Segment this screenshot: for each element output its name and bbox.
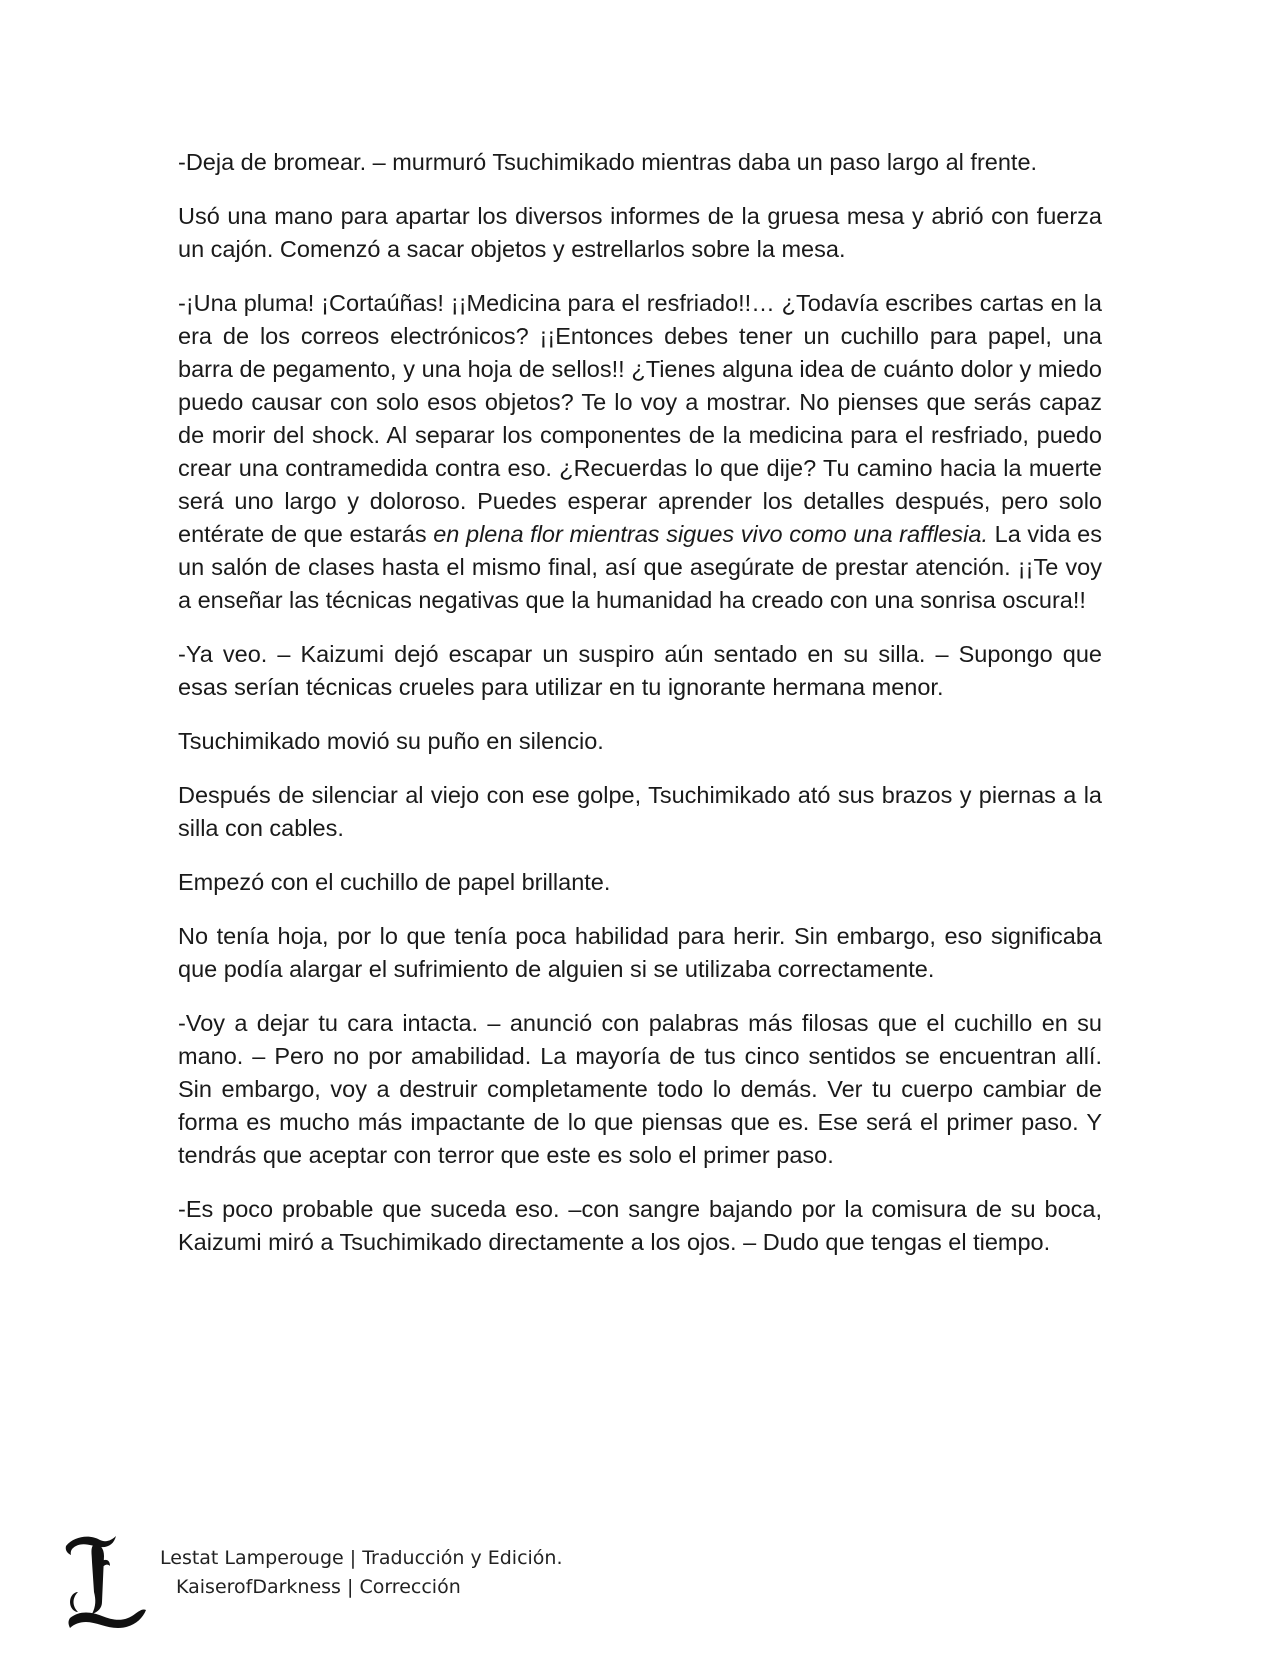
gothic-l-logo-icon: [60, 1532, 150, 1632]
text-run: -Voy a dejar tu cara intacta. – anunció con palabras más filosas que el cuchillo en su mano. – Pero no por amabilidad. La mayoría de tus cinco sentidos se encuentran allí. Sin embargo, voy a destruir completamente todo lo demás. Ver tu cuerpo cambiar de forma es mucho más impactante de lo que piensas que es. Ese será el primer paso. Y tendrás que aceptar con terror que este es solo el primer paso.: [178, 1010, 1102, 1168]
paragraph: [178, 1193, 1102, 1259]
text-run: -Es poco probable que suceda eso. –con sangre bajando por la comisura de su boca, Kaizumi miró a Tsuchimikado directamente a los ojos. – Dudo que tengas el tiempo.: [178, 1196, 1102, 1255]
paragraph: [178, 866, 1102, 899]
text-run: -Deja de bromear. – murmuró Tsuchimikado mientras daba un paso largo al frente.: [178, 149, 1038, 175]
text-run: -Ya veo. – Kaizumi dejó escapar un suspiro aún sentado en su silla. – Supongo que esas serían técnicas crueles para utilizar en tu ignorante hermana menor.: [178, 641, 1102, 700]
paragraph: [178, 779, 1102, 845]
paragraph: [178, 638, 1102, 704]
paragraph: [178, 146, 1102, 179]
paragraph: [178, 920, 1102, 986]
text-run: No tenía hoja, por lo que tenía poca habilidad para herir. Sin embargo, eso significaba que podía alargar el sufrimiento de alguien si se utilizaba correctamente.: [178, 923, 1102, 982]
paragraph: [178, 725, 1102, 758]
text-run: Empezó con el cuchillo de papel brillante.: [178, 869, 611, 895]
paragraph: [178, 200, 1102, 266]
text-run: -¡Una pluma! ¡Cortaúñas! ¡¡Medicina para el resfriado!!… ¿Todavía escribes cartas en la era de los correos electrónicos? ¡¡Entonces debes tener un cuchillo para papel, una barra de pegamento, y una hoja de sellos!! ¿Tienes alguna idea de cuánto dolor y miedo puedo causar con solo esos objetos? Te lo voy a mostrar. No pienses que serás capaz de morir del shock. Al separar los componentes de la medicina para el resfriado, puedo crear una contramedida contra eso. ¿Recuerdas lo que dije? Tu camino hacia la muerte será uno largo y doloroso. Puedes esperar aprender los detalles después, pero solo entérate de que estarás: [178, 290, 1102, 547]
text-run: Usó una mano para apartar los diversos informes de la gruesa mesa y abrió con fuerza un cajón. Comenzó a sacar objetos y estrellarlos sobre la mesa.: [178, 203, 1102, 262]
credits: [160, 1544, 563, 1602]
italic-text-run: en plena flor mientras sigues vivo como una rafflesia.: [433, 521, 988, 547]
credit-translation: Lestat Lamperouge | Traducción y Edición.: [160, 1547, 563, 1569]
text-run: La vida es un salón de clases hasta el mismo final, así que asegúrate de prestar atención. ¡¡Te voy a enseñar las técnicas negativas que la humanidad ha creado con una sonrisa oscura!!: [178, 521, 1103, 613]
text-run: Después de silenciar al viejo con ese golpe, Tsuchimikado ató sus brazos y piernas a la silla con cables.: [178, 782, 1102, 841]
text-run: Tsuchimikado movió su puño en silencio.: [178, 728, 604, 754]
paragraph: [178, 1007, 1102, 1172]
page-footer: [60, 1532, 660, 1642]
paragraph: [178, 287, 1102, 617]
document-body: [178, 146, 1102, 1280]
credit-correction: KaiserofDarkness | Corrección: [176, 1576, 461, 1598]
